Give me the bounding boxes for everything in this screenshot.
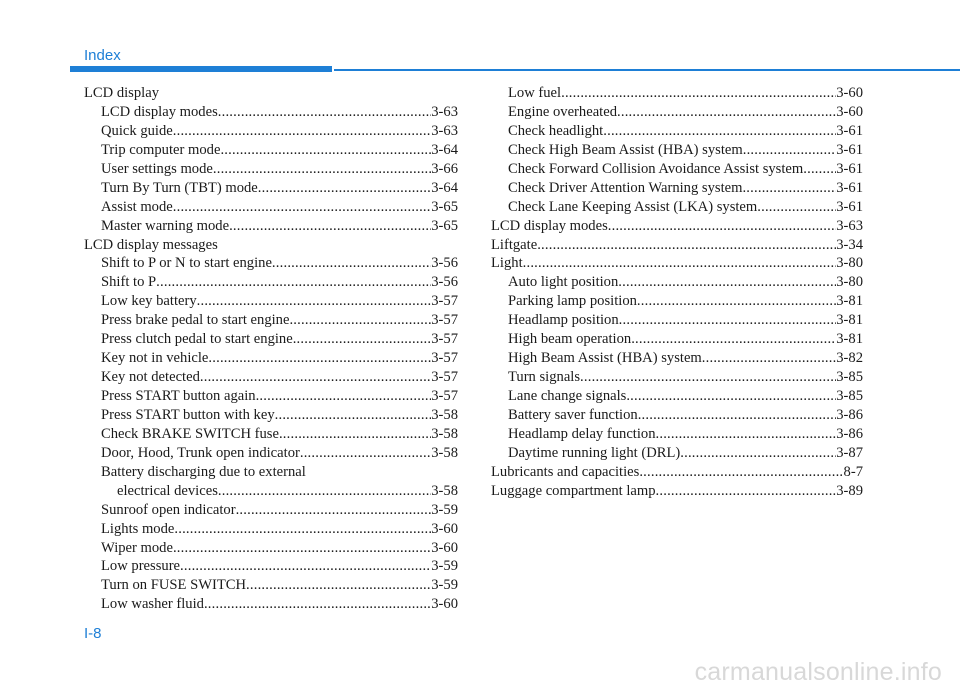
index-entry-label: Press brake pedal to start engine [101,312,290,329]
index-entry-leader [236,501,432,520]
index-entry-leader [637,292,836,311]
index-entry-leader [180,557,431,576]
index-entry-page: 3-58 [431,406,458,423]
index-entry-label: Low fuel [508,85,562,101]
index-entry-page: 3-89 [836,482,863,499]
index-entry-label: Auto light position [508,274,619,291]
index-entry [491,387,863,406]
index-entry [84,141,458,160]
index-entry [491,198,863,217]
index-entry-page: 3-57 [431,369,458,386]
index-entry-page: 3-81 [836,312,863,329]
index-entry-label: Check Lane Keeping Assist (LKA) system [508,198,758,215]
index-entry-label: Master warning mode [101,217,230,234]
index-entry-leader [156,273,431,292]
index-entry-leader [229,217,431,236]
index-entry-leader [256,387,432,406]
index-entry-page: 3-61 [836,198,863,215]
index-entry-label: Low key battery [101,293,197,310]
index-entry-label: Liftgate [491,236,538,253]
index-entry [84,122,458,141]
index-entry [491,368,863,387]
index-entry [84,463,458,482]
index-entry [491,349,863,368]
index-entry-page: 3-59 [431,558,458,575]
watermark: carmanualsonline.info [694,658,942,686]
index-entry-page: 8-7 [843,463,863,480]
index-entry-page: 3-60 [836,85,863,101]
section-title: Index [84,47,121,64]
index-entry [491,217,863,236]
index-entry-page: 3-56 [431,255,458,272]
index-entry-page: 3-81 [836,293,863,310]
index-entry-page: 3-57 [431,388,458,404]
index-entry-leader [289,311,431,330]
index-entry [491,254,863,273]
header-rule-accent [70,66,332,72]
index-entry-page: 3-58 [431,425,458,442]
index-entry [491,330,863,349]
index-entry-leader [561,84,836,103]
index-entry-page: 3-65 [431,217,458,234]
index-entry-label: LCD display messages [84,236,218,253]
index-entry-leader [639,463,843,482]
index-entry-label: Low washer fluid [101,596,204,613]
index-entry-leader [537,236,836,255]
index-entry [491,84,863,103]
index-entry [491,425,863,444]
index-entry-leader [742,179,836,198]
index-entry [84,444,458,463]
index-entry-leader [680,444,836,463]
index-entry [84,217,458,236]
index-entry-page: 3-59 [431,577,458,594]
index-entry-label: Shift to P [101,274,157,291]
index-entry-leader [702,349,836,368]
index-entry-label: Key not in vehicle [101,350,209,367]
index-entry-label: Wiper mode [101,539,173,556]
index-entry [491,103,863,122]
index-entry-label: Battery saver function [508,406,638,423]
index-entry-label: Lubricants and capacities [491,463,640,480]
index-entry [84,254,458,273]
index-entry [84,292,458,311]
index-entry-label: Light [491,255,523,272]
index-entry-page: 3-60 [431,520,458,537]
index-entry [84,520,458,539]
index-entry-label: Press START button again [101,388,256,404]
index-entry-page: 3-58 [431,444,458,461]
index-entry-label: Check headlight [508,122,604,139]
index-entry-label: Shift to P or N to start engine [101,255,272,272]
index-entry-leader [638,406,837,425]
index-entry [84,84,458,103]
index-column-right [491,84,863,501]
index-entry-leader [275,406,432,425]
index-column-left [84,84,458,614]
index-entry-label: Check BRAKE SWITCH fuse [101,425,279,442]
index-entry-label: Headlamp position [508,312,619,329]
index-entry [491,292,863,311]
index-entry-label: Trip computer mode [101,141,221,158]
index-entry-leader [656,482,837,501]
index-entry-label: LCD display [84,85,159,101]
index-entry-leader [743,141,837,160]
index-entry-leader [803,160,836,179]
index-entry-label: Key not detected [101,369,200,386]
index-entry-label: Door, Hood, Trunk open indicator [101,444,300,461]
index-entry-page: 3-61 [836,122,863,139]
index-entry-page: 3-57 [431,331,458,348]
index-entry-page: 3-57 [431,293,458,310]
index-entry-leader [174,520,431,539]
index-entry-leader [258,179,431,198]
index-entry-label: High beam operation [508,331,632,348]
index-entry [84,160,458,179]
header-rule-line [334,69,960,71]
index-entry-leader [246,576,431,595]
index-entry-label: Turn By Turn (TBT) mode [101,179,258,196]
index-entry-label: High Beam Assist (HBA) system [508,350,702,367]
index-entry-page: 3-81 [836,331,863,348]
index-entry-page: 3-60 [431,539,458,556]
index-entry [491,122,863,141]
index-entry [84,349,458,368]
index-entry-page: 3-64 [431,141,458,158]
index-entry-leader [603,122,836,141]
index-entry [84,311,458,330]
index-entry [84,236,458,255]
index-entry-page: 3-64 [431,179,458,196]
index-entry-page: 3-66 [431,160,458,177]
index-entry [491,311,863,330]
index-entry-leader [213,160,431,179]
index-entry [491,236,863,255]
index-entry-leader [626,387,836,406]
index-entry-page: 3-57 [431,350,458,367]
index-entry-page: 3-61 [836,179,863,196]
index-entry [84,368,458,387]
index-entry [84,501,458,520]
index-entry-page: 3-56 [431,274,458,291]
index-entry-label: Assist mode [101,198,173,215]
index-entry [491,463,863,482]
index-entry-label: Parking lamp position [508,293,637,310]
index-entry-leader [218,103,431,122]
index-entry-label: Press START button with key [101,406,275,423]
index-entry [84,557,458,576]
index-entry [491,444,863,463]
index-entry [491,482,863,501]
index-entry-label: Turn on FUSE SWITCH [101,577,247,594]
index-entry-leader [619,311,837,330]
index-entry [84,406,458,425]
index-entry-page: 3-60 [836,103,863,120]
index-entry-page: 3-80 [836,274,863,291]
index-entry-page: 3-86 [836,425,863,442]
index-entry-page: 3-60 [431,596,458,613]
index-entry-label: Headlamp delay function [508,425,656,442]
index-entry-label: Daytime running light (DRL) [508,444,681,461]
index-entry-leader [618,273,836,292]
index-entry [491,160,863,179]
page-number: I-8 [84,625,102,642]
index-entry-leader [757,198,836,217]
index-entry [84,576,458,595]
index-entry-page: 3-57 [431,312,458,329]
index-entry-leader [218,482,431,501]
index-entry [84,273,458,292]
index-entry-label: Engine overheated [508,103,617,120]
index-entry-page: 3-63 [431,122,458,139]
index-entry-page: 3-58 [431,482,458,499]
index-entry-label: Check Forward Collision Avoidance Assist system [508,160,804,177]
index-entry-leader [220,141,431,160]
index-entry [491,273,863,292]
index-entry-label: Luggage compartment lamp [491,482,656,499]
index-entry [84,425,458,444]
index-entry-label: Lane change signals [508,388,627,404]
index-entry-page: 3-59 [431,501,458,518]
index-entry-page: 3-85 [836,369,863,386]
index-entry-page: 3-63 [431,103,458,120]
index-entry-page: 3-61 [836,141,863,158]
index-entry-label: Turn signals [508,369,581,386]
index-entry-label: Lights mode [101,520,175,537]
index-entry-page: 3-85 [836,388,863,404]
index-entry-label: LCD display modes [491,217,608,234]
index-entry-leader [617,103,836,122]
index-entry [84,198,458,217]
index-entry-page: 3-80 [836,255,863,272]
index-entry-page: 3-87 [836,444,863,461]
index-entry-page: 3-61 [836,160,863,177]
index-entry [84,595,458,614]
index-entry [84,179,458,198]
index-entry [84,539,458,558]
index-entry [84,103,458,122]
index-entry-page: 3-34 [836,236,863,253]
index-entry-leader [173,198,431,217]
index-entry-label: Sunroof open indicator [101,501,236,518]
index-entry [491,406,863,425]
index-entry-leader [200,368,431,387]
index-entry-label: Quick guide [101,122,173,139]
index-entry-label: Low pressure [101,558,181,575]
index-entry [84,482,458,501]
index-entry-leader [656,425,837,444]
index-entry-leader [173,122,431,141]
index-entry-label: electrical devices [117,482,218,499]
index-entry-leader [208,349,431,368]
index-entry-leader [631,330,836,349]
index-entry-leader [300,444,431,463]
index-entry [84,387,458,406]
index-entry [491,141,863,160]
index-entry-leader [204,595,431,614]
index-entry-leader [293,330,432,349]
index-entry-leader [197,292,432,311]
index-entry-label: Press clutch pedal to start engine [101,331,293,348]
index-entry [84,330,458,349]
index-entry-page: 3-63 [836,217,863,234]
index-entry-page: 3-65 [431,198,458,215]
index-entry-page: 3-86 [836,406,863,423]
index-entry-leader [580,368,836,387]
index-entry-label: Check High Beam Assist (HBA) system [508,141,743,158]
index-entry-label: Check Driver Attention Warning system [508,179,743,196]
index-entry-leader [279,425,431,444]
index-entry-leader [173,539,431,558]
index-entry-label: Battery discharging due to external [101,463,306,480]
index-entry-leader [523,254,837,273]
index-entry-leader [272,254,431,273]
index-entry-label: User settings mode [101,160,213,177]
index-entry-label: LCD display modes [101,103,218,120]
index-entry [491,179,863,198]
index-entry-leader [608,217,836,236]
index-entry-page: 3-82 [836,350,863,367]
